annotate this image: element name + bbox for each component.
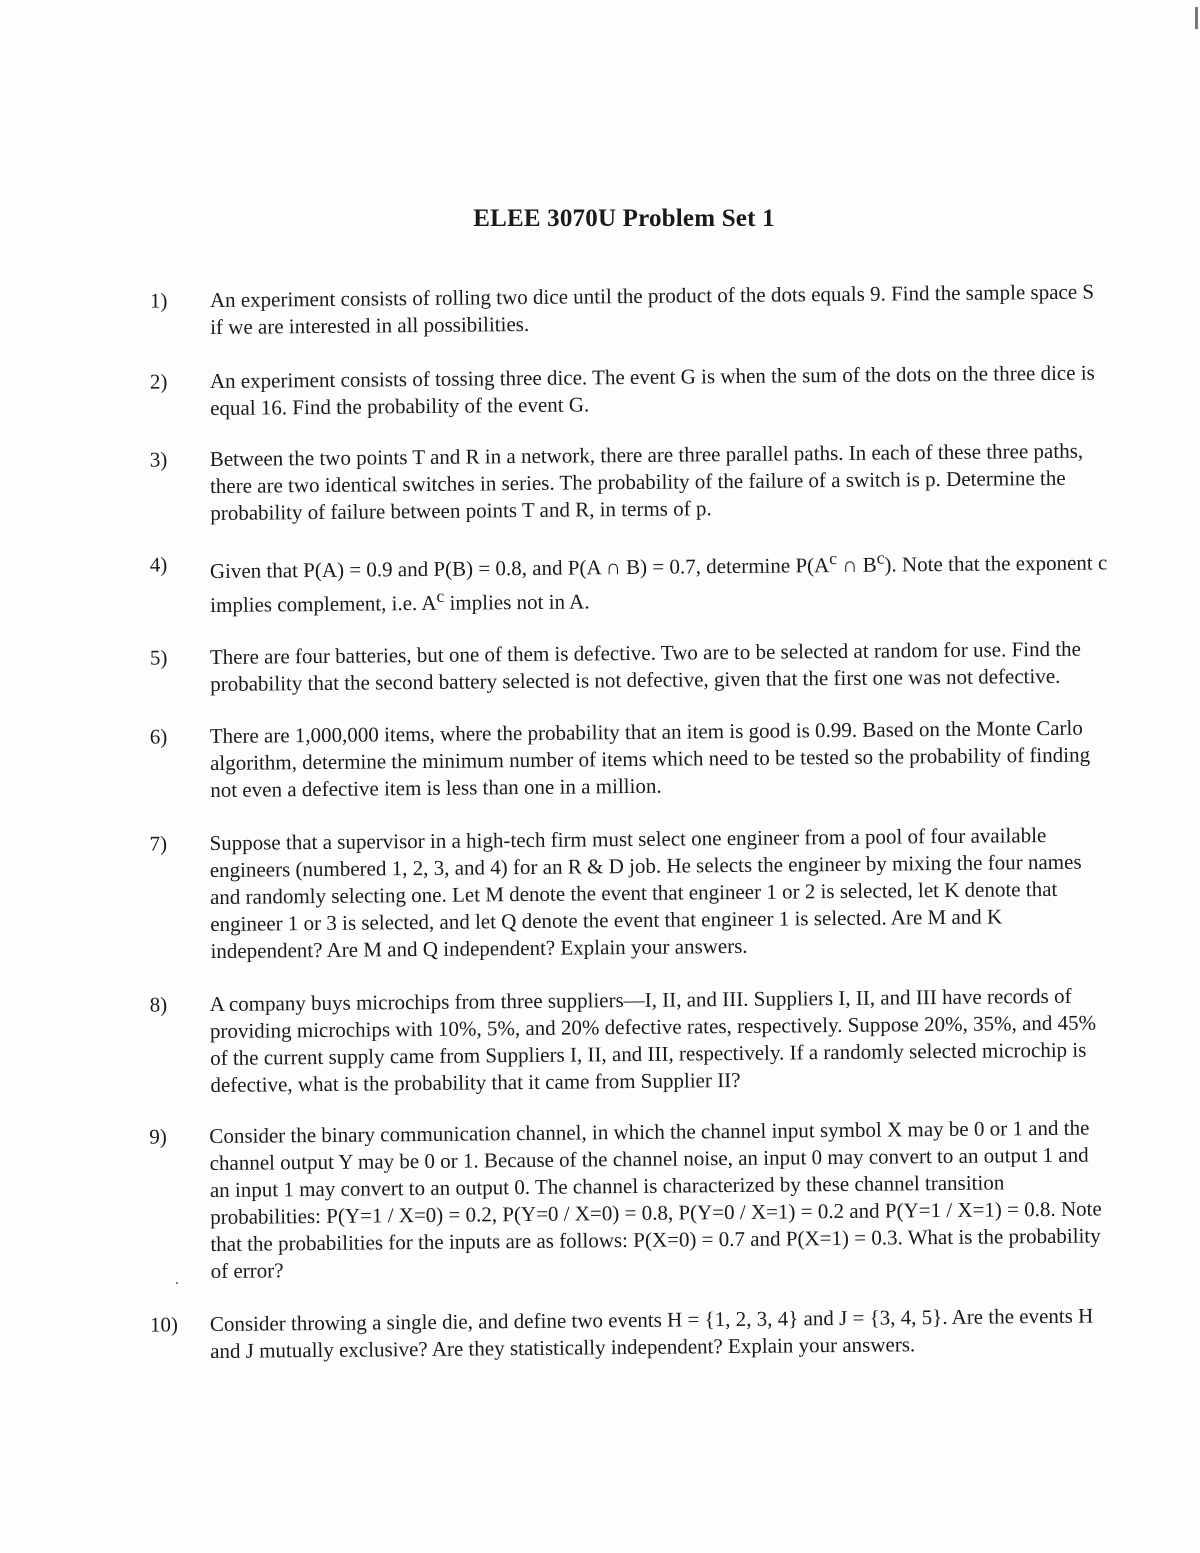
problem-item — [149, 821, 1110, 965]
text-segment: ∩ B — [836, 552, 877, 578]
problem-number: 4) — [149, 552, 168, 577]
scan-edge-mark — [1195, 7, 1198, 29]
problem-number: 1) — [149, 288, 168, 313]
problem-text: There are four batteries, but one of them is defective. Two are to be selected at random for use. Find the probability that the second battery selected is not defective, given that the first one was not defective. — [209, 636, 1082, 697]
problem-text: Consider throwing a single die, and define two events H = {1, 2, 3, 4} and J = {3, 4, 5}. Are the events H and J mutually exclusive? Are they statistically independent? Explain your answers. — [209, 1303, 1094, 1364]
problem-text: An experiment consists of tossing three dice. The event G is when the sum of the dots on the three dice is equal 16. Find the probability of the event G. — [209, 360, 1095, 421]
page-title: ELEE 3070U Problem Set 1 — [473, 205, 775, 232]
problem-number: 8) — [149, 992, 168, 1017]
complement-superscript: c — [829, 548, 838, 569]
problem-text: Between the two points T and R in a network, there are three parallel paths. In each of these three paths, there are two identical switches in series. The probability of the failure of a switch is p. Determine the probability of failure between points T and R, in terms of p. — [209, 438, 1084, 526]
text-segment: Given that P(A) = 0.9 and P(B) = 0.8, and P(A ∩ B) = 0.7, determine P(A — [209, 553, 830, 584]
problem-text: Suppose that a supervisor in a high-tech firm must select one engineer from a pool of four available engineers (numbered 1, 2, 3, and 4) for an R & D job. He selects the engineer by mixing the four names and randomly selecting one. Let M denote the event that engineer 1 or 2 is selected, let K denote that engineer 1 or 3 is selected, and let Q denote the event that engineer 1 is selected. Are M and K independent? Are M and Q independent? Explain your answers. — [209, 823, 1082, 964]
problem-item — [150, 437, 1111, 527]
problem-item — [150, 1302, 1110, 1365]
problem-text: There are 1,000,000 items, where the probability that an item is good is 0.99. Based on the Monte Carlo algorithm, determine the minimum number of items which need to be tested so the probability of finding not even a defective item is less than one in a million. — [209, 715, 1091, 803]
problem-item — [149, 1114, 1111, 1285]
problem-number: 6) — [149, 724, 168, 749]
problem-item — [150, 982, 1111, 1099]
problem-item — [150, 635, 1110, 698]
problem-item — [150, 278, 1110, 341]
problem-number: 7) — [149, 831, 168, 856]
problem-item — [150, 359, 1110, 422]
problem-number: 9) — [149, 1124, 167, 1149]
problem-number: 3) — [149, 447, 168, 472]
problem-text — [210, 542, 1111, 619]
problem-number: 2) — [149, 369, 168, 394]
problem-number: 10) — [149, 1312, 179, 1337]
problem-text: An experiment consists of rolling two dice until the product of the dots equals 9. Find the sample space S if we are interested in all possibilities. — [209, 279, 1095, 340]
text-segment: implies not in A. — [444, 589, 590, 615]
problem-text: Consider the binary communication channel, in which the channel input symbol X may be 0 or 1 and the channel output Y may be 0 or 1. Because of the channel noise, an input 0 may convert to an output 1 and an input 1 may convert to an output 0. The channel is characterized by these channel transition probabilities: P(Y=1 / X=0) = 0.2, P(Y=0 / X=0) = 0.8, P(Y=0 / X=1) = 0.2 and P(Y=1 / X=1) = 0.8. Note that the probabilities for the inputs are as follows: P(X=0) = 0.7 and P(X=1) = 0.3. What is the probability of error? — [209, 1115, 1102, 1284]
complement-superscript: c — [436, 585, 445, 606]
scan-speck — [176, 1282, 178, 1284]
problem-number: 5) — [149, 645, 168, 670]
problem-item — [150, 542, 1111, 619]
complement-superscript: c — [876, 547, 885, 568]
text-segment: ). Note that the exponent c implies complement, i.e. A — [210, 550, 1108, 618]
problem-list — [149, 279, 1110, 1364]
problem-item — [150, 714, 1111, 804]
problem-text: A company buys microchips from three suppliers—I, II, and III. Suppliers I, II, and III have records of providing microchips with 10%, 5%, and 20% defective rates, respectively. Suppose 20%, 35%, and 45% of the current supply came from Suppliers I, II, and III, respectively. If a randomly selected microchip is defective, what is the probability that it came from Supplier II? — [209, 983, 1097, 1098]
